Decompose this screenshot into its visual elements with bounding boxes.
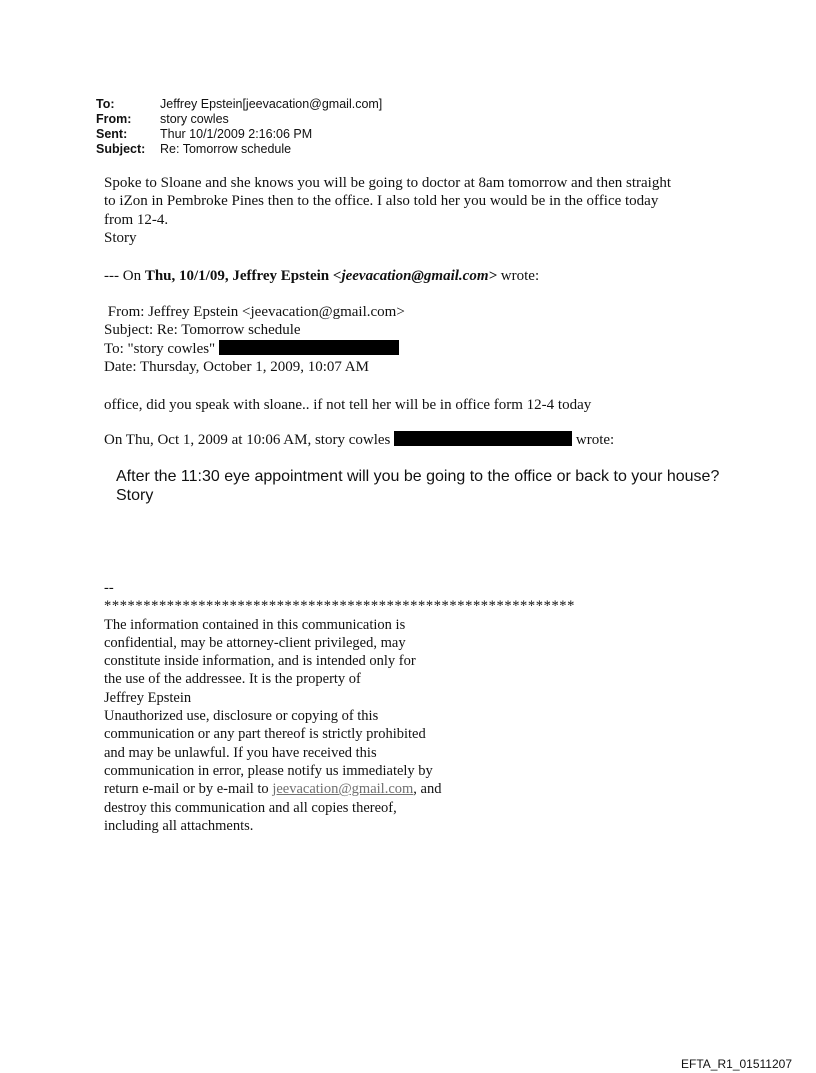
forwarded-to-row — [104, 340, 405, 358]
email-header — [96, 97, 382, 157]
forwarded-attribution-suffix: wrote: — [572, 432, 615, 448]
bates-number: EFTA_R1_01511207 — [681, 1057, 792, 1071]
return-email-link[interactable]: jeevacation@gmail.com — [272, 781, 414, 798]
quoted-line: After the 11:30 eye appointment will you be going to the office or back to your house? — [116, 468, 720, 485]
forwarded-attribution — [104, 431, 614, 449]
forwarded-to: To: "story cowles" — [104, 340, 219, 357]
attribution-suffix: wrote: — [497, 268, 540, 284]
signature-dashes: -- — [104, 580, 114, 596]
disclaimer-line: confidential, may be attorney-client privileged, may — [104, 634, 406, 651]
reply-line: to iZon in Pembroke Pines then to the office. I also told her you would be in the office today — [104, 193, 659, 210]
signature-block — [104, 579, 575, 835]
disclaimer-line: Unauthorized use, disclosure or copying of this — [104, 708, 379, 725]
reply-line: from 12-4. — [104, 211, 169, 228]
subject-label: Subject: — [96, 142, 146, 156]
signature-stars: ************************************************************ — [104, 598, 575, 615]
reply-body — [104, 174, 671, 247]
quoted-signoff: Story — [116, 487, 154, 504]
forwarded-attribution-prefix: On Thu, Oct 1, 2009 at 10:06 AM, story cowles — [104, 432, 395, 448]
disclaimer-return-line — [104, 780, 575, 798]
return-suffix: , and — [413, 781, 442, 798]
forwarded-date: Date: Thursday, October 1, 2009, 10:07 AM — [104, 358, 369, 375]
attribution-date: Thu, 10/1/09, Jeffrey Epstein — [144, 268, 333, 284]
from-label: From: — [96, 112, 132, 126]
redaction-bar — [394, 431, 572, 446]
return-prefix: return e-mail or by e-mail to — [104, 781, 273, 798]
disclaimer-line: The information contained in this communication is — [104, 616, 406, 633]
reply-attribution — [104, 267, 539, 285]
attribution-prefix: --- On — [104, 268, 145, 284]
disclaimer-line: constitute inside information, and is intended only for — [104, 653, 416, 670]
reply-signoff: Story — [104, 229, 137, 246]
disclaimer-line: destroy this communication and all copies thereof, — [104, 799, 397, 816]
header-from-row — [96, 112, 382, 127]
disclaimer-line: Jeffrey Epstein — [104, 689, 192, 706]
header-subject-row — [96, 142, 382, 157]
attribution-email: <jeevacation@gmail.com> — [332, 268, 498, 284]
disclaimer-line: the use of the addressee. It is the property of — [104, 671, 361, 688]
sent-label: Sent: — [96, 127, 128, 141]
quoted-message — [116, 467, 719, 505]
from-value: story cowles — [160, 112, 229, 126]
disclaimer-line: communication in error, please notify us immediately by — [104, 762, 433, 779]
to-value: Jeffrey Epstein[jeevacation@gmail.com] — [160, 97, 383, 111]
disclaimer-line: and may be unlawful. If you have received this — [104, 744, 377, 761]
disclaimer-line: communication or any part thereof is strictly prohibited — [104, 726, 426, 743]
forwarded-header — [104, 303, 405, 376]
subject-value: Re: Tomorrow schedule — [160, 142, 292, 156]
disclaimer-line: including all attachments. — [104, 817, 254, 834]
sent-value: Thur 10/1/2009 2:16:06 PM — [160, 127, 313, 141]
forwarded-from: From: Jeffrey Epstein <jeevacation@gmail.com> — [104, 304, 405, 320]
forwarded-message: office, did you speak with sloane.. if not tell her will be in office form 12-4 today — [104, 397, 592, 413]
redaction-bar — [219, 340, 399, 355]
forwarded-subject: Subject: Re: Tomorrow schedule — [104, 322, 301, 339]
to-label: To: — [96, 97, 115, 111]
header-to-row — [96, 97, 382, 112]
reply-line: Spoke to Sloane and she knows you will be going to doctor at 8am tomorrow and then straight — [104, 175, 671, 191]
header-sent-row — [96, 127, 382, 142]
